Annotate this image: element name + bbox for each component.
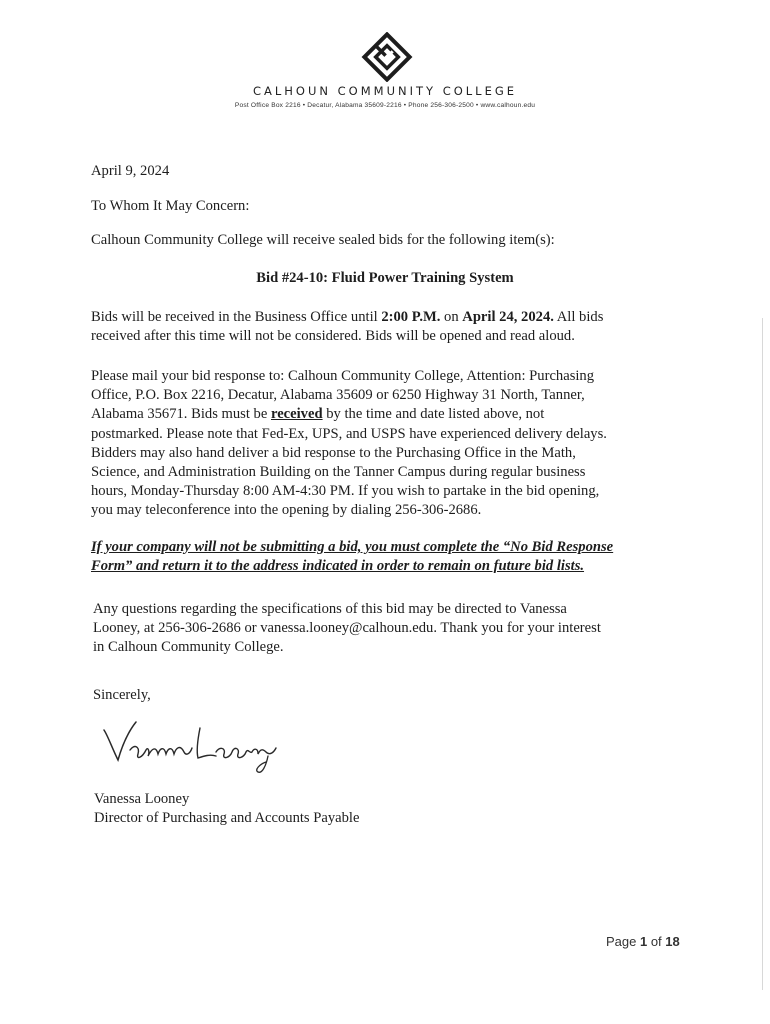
paragraph-line: Science, and Administration Building on the Tanner Campus during regular business bbox=[91, 464, 586, 481]
paragraph-line: Form” and return it to the address indicated in order to remain on future bid lists. bbox=[91, 558, 585, 575]
current-page: 1 bbox=[639, 934, 648, 949]
page-indicator: Page 1 of 18 bbox=[606, 934, 680, 949]
deadline-time: 2:00 P.M. bbox=[381, 309, 441, 325]
total-pages: 18 bbox=[665, 934, 680, 949]
signer-title: Director of Purchasing and Accounts Payable bbox=[94, 810, 360, 826]
no-bid-notice bbox=[91, 538, 613, 576]
paragraph-line: postmarked. Please note that Fed-Ex, UPS, and USPS have experienced delivery delays. bbox=[91, 425, 607, 442]
college-logo bbox=[360, 32, 414, 82]
paragraph-line: in Calhoun Community College. bbox=[93, 639, 284, 656]
salutation: To Whom It May Concern: bbox=[91, 198, 250, 214]
paragraph-line: Please mail your bid response to: Calhoun Community College, Attention: Purchasing bbox=[91, 368, 595, 384]
paragraph-line: hours, Monday-Thursday 8:00 AM-4:30 PM. If you wish to partake in the bid opening, bbox=[91, 483, 600, 500]
bid-title: Bid #24-10: Fluid Power Training System bbox=[256, 270, 514, 286]
paragraph-line: If your company will not be submitting a bid, you must complete the “No Bid Response bbox=[91, 539, 614, 555]
scan-edge bbox=[762, 318, 763, 990]
contact-paragraph bbox=[93, 600, 601, 658]
signer-name: Vanessa Looney bbox=[94, 791, 190, 807]
intro-sentence: Calhoun Community College will receive sealed bids for the following item(s): bbox=[91, 232, 555, 248]
college-name: CALHOUN COMMUNITY COLLEGE bbox=[252, 84, 518, 98]
signature bbox=[102, 716, 282, 780]
paragraph-line: you may teleconference into the opening by dialing 256-306-2686. bbox=[91, 502, 482, 519]
received-emphasis: received bbox=[270, 406, 323, 423]
paragraph-line: Any questions regarding the specifications of this bid may be directed to Vanessa bbox=[93, 601, 567, 617]
paragraph-line: Bids will be received in the Business Office until 2:00 P.M. on April 24, 2024. All bids bbox=[91, 309, 604, 325]
college-address: Post Office Box 2216 • Decatur, Alabama 35609-2216 • Phone 256-306-2500 • www.calhoun.edu bbox=[234, 102, 536, 109]
letter-date: April 9, 2024 bbox=[91, 163, 170, 179]
paragraph-line: Bidders may also hand deliver a bid response to the Purchasing Office in the Math, bbox=[91, 444, 576, 461]
paragraph-line: Looney, at 256-306-2686 or vanessa.looney@calhoun.edu. Thank you for your interest bbox=[93, 620, 601, 637]
paragraph-line: Alabama 35671. Bids must be received by the time and date listed above, not bbox=[91, 406, 545, 423]
submission-paragraph bbox=[91, 367, 607, 521]
paragraph-line: received after this time will not be considered. Bids will be opened and read aloud. bbox=[91, 328, 575, 345]
deadline-date: April 24, 2024. bbox=[462, 309, 554, 325]
paragraph-line: Office, P.O. Box 2216, Decatur, Alabama 35609 or 6250 Highway 31 North, Tanner, bbox=[91, 387, 585, 404]
closing: Sincerely, bbox=[93, 687, 151, 703]
bid-deadline-paragraph bbox=[91, 308, 603, 346]
